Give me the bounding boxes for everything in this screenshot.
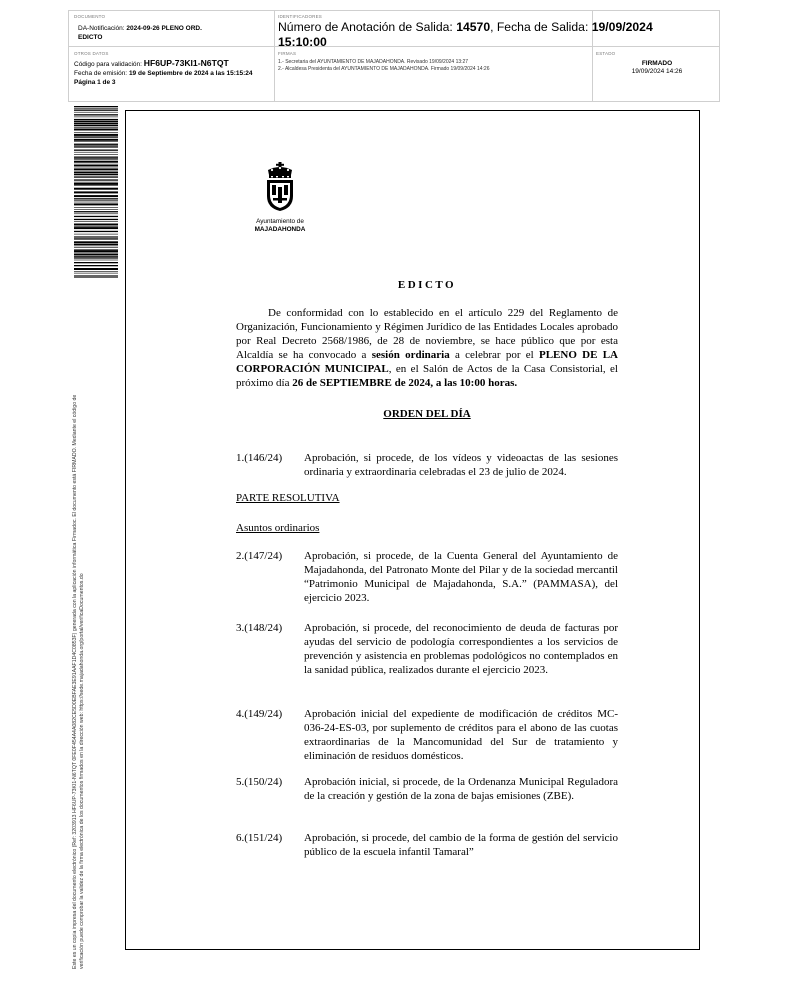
agenda-item <box>236 549 618 605</box>
barcode-image <box>74 106 118 278</box>
agenda-item <box>236 707 618 763</box>
coat-of-arms-icon <box>263 162 297 212</box>
otros-datos-label: OTROS DATOS <box>74 51 109 56</box>
signature-line: 1.- Secretaria del AYUNTAMIENTO DE MAJADAHONDA. Revisado 19/09/2024 13:27 <box>278 59 469 65</box>
agenda-item-text: Aprobación inicial del expediente de modificación de créditos MC-036-24-ES-03, por suplemento de créditos para el abono de las cuotas extraordinarias de la Mancomunidad del Sur de tratamiento y eliminación de residuos domésticos. <box>304 708 618 762</box>
agenda-item-number: 4.(149/24) <box>236 708 283 720</box>
identificadores-cell <box>278 14 718 50</box>
section-asuntos-ordinarios: Asuntos ordinarios <box>236 522 320 534</box>
majadahonda-crest-logo <box>240 162 320 234</box>
agenda-item-text: Aprobación, si procede, de los vídeos y videoactas de las sesiones ordinaria y extraordinaria celebradas el 23 de julio de 2024. <box>304 452 618 478</box>
crest-text-line1: Ayuntamiento de <box>256 218 304 225</box>
registry-entry: Número de Anotación de Salida: 14570, Fecha de Salida: 19/09/2024 <box>278 20 653 34</box>
document-page-frame <box>125 110 700 950</box>
status-date: 19/09/2024 14:26 <box>631 68 683 75</box>
estado-label: ESTADO <box>596 51 616 56</box>
identificadores-label: IDENTIFICADORES <box>278 14 323 19</box>
agenda-item-text: Aprobación, si procede, de la Cuenta General del Ayuntamiento de Majadahonda, del Patronato Monte del Pilar y de la sociedad mercantil “Patrimonio Municipal de Majadahonda, S.A.” (PAMMASA), del ejercicio 2023. <box>304 550 618 604</box>
intro-paragraph: De conformidad con lo establecido en el artículo 229 del Reglamento de Organización, Funcionamiento y Régimen Jurídico de las Entidades Locales aprobado por Real Decreto 2568/1986, de 28 de noviembre, se hace público que por esta Alcaldía se ha convocado a sesión ordinaria a celebrar por el PLENO DE LA CORPORACIÓN MUNICIPAL, en el Salón de Actos de la Casa Consistorial, el próximo día 26 de SEPTIEMBRE de 2024, a las 10:00 horas. <box>236 307 618 389</box>
agenda-item-number: 2.(147/24) <box>236 550 283 562</box>
documento-cell <box>74 14 272 42</box>
agenda-item-text: Aprobación, si procede, del cambio de la forma de gestión del servicio público de la escuela infantil Tamaral” <box>304 832 618 858</box>
agenda-item <box>236 831 618 859</box>
status-badge: FIRMADO <box>641 60 673 67</box>
documento-id: 2024-09-26 PLENO ORD. <box>126 25 202 32</box>
agenda-item-number: 3.(148/24) <box>236 622 283 634</box>
agenda-item-text: Aprobación, si procede, del reconocimiento de deuda de facturas por ayudas del servicio de podología correspondientes a los servicios de prevención y asistencia en problemas podológicos no contemplados en la sanidad pública, realizados durante el ejercicio 2023. <box>304 622 618 676</box>
agenda-item <box>236 451 618 479</box>
agenda-item-number: 5.(150/24) <box>236 776 283 788</box>
signature-line: 2.- Alcaldesa Presidenta del AYUNTAMIENTO DE MAJADAHONDA. Firmado 19/09/2024 14:26 <box>278 66 490 72</box>
document-header-table <box>68 10 720 102</box>
documento-type: DA-Notificación: <box>78 25 125 32</box>
document-title: EDICTO <box>397 279 457 291</box>
validation-code: HF6UP-73KI1-N6TQT <box>143 58 229 68</box>
agenda-item-text: Aprobación inicial, si procede, de la Ordenanza Municipal Reguladora de la creación y gestión de la zona de bajas emisiones (ZBE). <box>304 776 618 802</box>
section-parte-resolutiva: PARTE RESOLUTIVA <box>236 492 340 504</box>
verification-side-text: Este es un copia impresa del documento electrónico (Ref: 3203913 HF6UP-73KI1-N6TQT 0FE0F454A4A082CE5D0EBFAE3E91AAF1D4C0853F) generada con la aplicación informática Firmadoc. El documento está FIRMADO. Mediante el código de verificación puede comprobar la validez de la firma electrónica de los documentos firmados en la dirección web: https://sede.majadahonda.org/portal/verificaDocumentos.do <box>72 394 85 969</box>
agenda-item-number: 6.(151/24) <box>236 832 283 844</box>
agenda-heading: ORDEN DEL DÍA <box>383 408 471 420</box>
agenda-item <box>236 775 618 803</box>
firmas-label: FIRMAS <box>278 51 297 56</box>
documento-subject: EDICTO <box>78 34 103 41</box>
documento-label: DOCUMENTO <box>74 14 106 19</box>
registry-time: 15:10:00 <box>278 35 327 49</box>
crest-text-line2: MAJADAHONDA <box>254 226 306 234</box>
firmas-cell <box>278 51 590 73</box>
agenda-item-number: 1.(146/24) <box>236 452 283 464</box>
agenda-item <box>236 621 618 677</box>
page-number: Página 1 de 3 <box>74 79 116 86</box>
emission-date: 19 de Septiembre de 2024 a las 15:15:24 <box>128 70 253 77</box>
estado-cell <box>596 51 718 75</box>
otros-datos-cell: OTROS DATOS Código para validación: HF6UP-73KI1-N6TQT Fecha de emisión: 19 de Septiembre de 2024 a las 15:15:24 Página 1 de 3 <box>74 51 272 87</box>
